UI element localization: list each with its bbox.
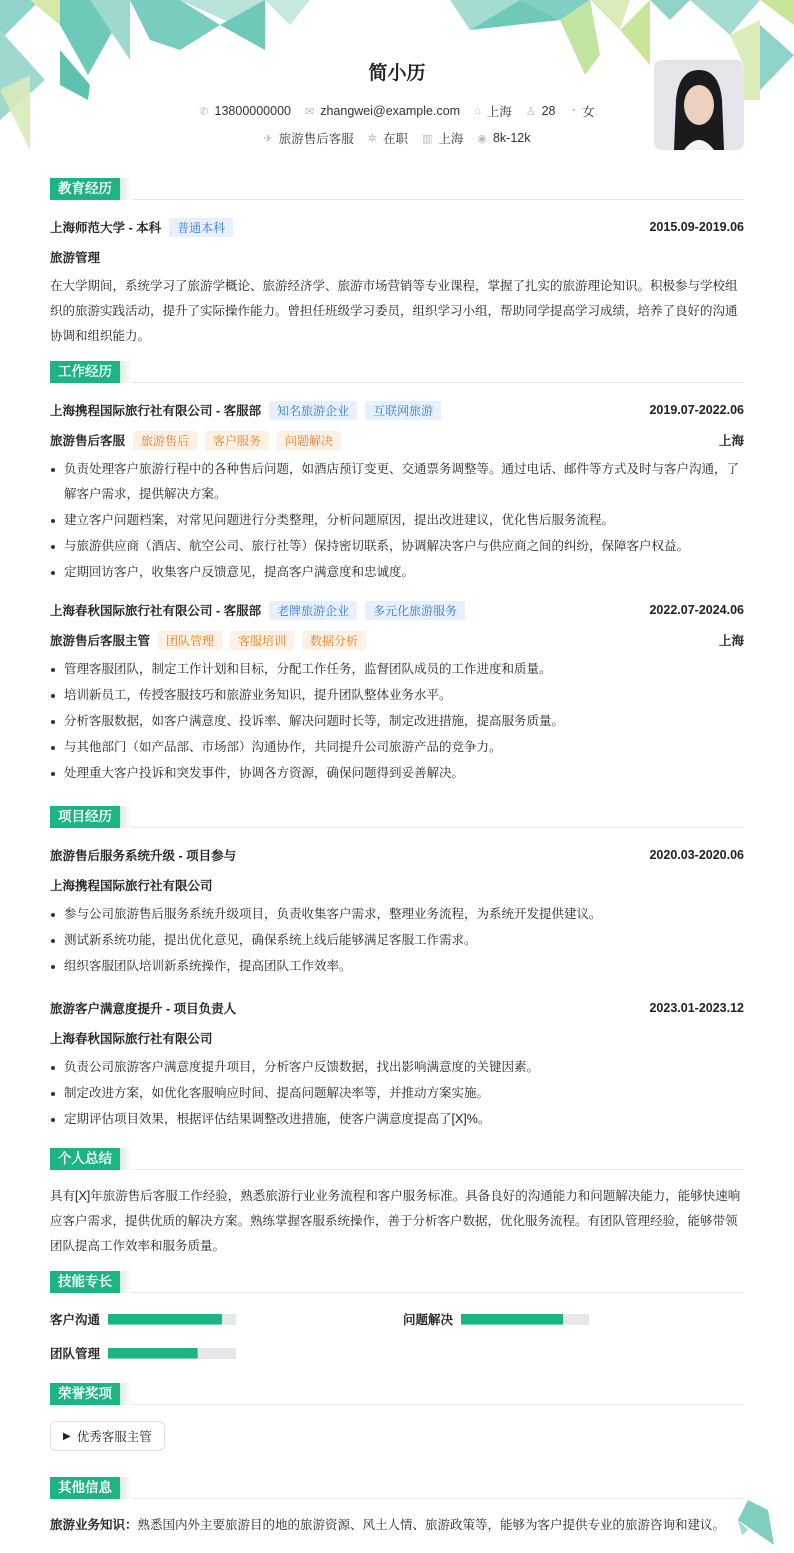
role-tag: 团队管理 [158,631,222,650]
date: 2015.09-2019.06 [649,220,744,234]
role-tag: 数据分析 [302,631,366,650]
bullet-list [50,1055,744,1132]
resume-header [0,0,794,160]
salary-icon: ◉ [477,132,487,145]
education-desc: 在大学期间，系统学习了旅游学概论、旅游经济学、旅游市场营销等专业课程，掌握了扎实的旅游理论知识。积极参与学校组织的旅游实践活动，提升了实际操作能力。曾担任班级学习委员，组织学习小组，帮助同学提高学习成绩，培养了良好的沟通协调和组织能力。 [50,279,738,343]
date: 2022.07-2024.06 [649,603,744,617]
list-item: 培训新员工，传授客服技巧和旅游业务知识，提升团队整体业务水平。 [50,683,744,708]
age: 28 [541,104,556,118]
summary-section [50,1148,744,1259]
role-tag: 客服培训 [230,631,294,650]
other-label: 旅游业务知识： [50,1518,138,1532]
skill-item [50,1307,403,1331]
list-item: 处理重大客户投诉和突发事件，协调各方资源，确保问题得到妥善解决。 [50,761,744,786]
project-entry [50,842,744,979]
skill-item [403,1307,743,1331]
city: 上海 [718,434,744,448]
job-intent: 旅游售后客服 [278,132,354,146]
list-item: 组织客服团队培训新系统操作，提高团队工作效率。 [50,954,744,979]
skill-bar-fill [108,1314,222,1325]
role: 旅游售后客服 [50,434,126,448]
date: 2020.03-2020.06 [649,848,744,862]
company-tag: 互联网旅游 [365,401,441,420]
job-status: 在职 [382,132,408,146]
home-icon: ⌂ [474,105,481,117]
honor-name: 优秀客服主管 [76,1430,152,1444]
other-text: 熟悉国内外主要旅游目的地的旅游资源、风土人情、旅游政策等，能够为客户提供专业的旅游咨询和建议。 [137,1518,726,1532]
bullet-list [50,457,744,585]
list-item: 与旅游供应商（酒店、航空公司、旅行社等）保持密切联系，协调解决客户与供应商之间的纠纷，保障客户权益。 [50,534,744,559]
skill-bar-fill [108,1348,198,1359]
list-item: 定期回访客户，收集客户反馈意见，提高客户满意度和忠诚度。 [50,560,744,585]
list-item: 参与公司旅游售后服务系统升级项目，负责收集客户需求，整理业务流程，为系统开发提供建议。 [50,902,744,927]
tag: 普通本科 [169,218,233,237]
company: 上海携程国际旅行社有限公司 - 客服部 [50,404,262,418]
phone: 13800000000 [214,104,291,118]
organization: 上海携程国际旅行社有限公司 [50,879,213,893]
list-item: 建立客户问题档案，对常见问题进行分类整理，分析问题原因，提出改进建议，优化售后服务流程。 [50,508,744,533]
role-tag: 问题解决 [277,431,341,450]
skill-bar [461,1314,589,1325]
date: 2023.01-2023.12 [649,1001,744,1015]
project-title: 旅游售后服务系统升级 - 项目参与 [50,849,237,863]
send-icon: ✈ [263,132,273,145]
project-line [50,842,744,868]
list-item: 分析客服数据，如客户满意度、投诉率、解决问题时长等，制定改进措施，提高服务质量。 [50,709,744,734]
list-item: 制定改进方案，如优化客服响应时间、提高问题解决率等，并推动方案实施。 [50,1081,744,1106]
list-item: 测试新系统功能，提出优化意见，确保系统上线后能够满足客服工作需求。 [50,928,744,953]
section-title: 个人总结 [50,1148,120,1170]
list-item: 管理客服团队，制定工作计划和目标，分配工作任务，监督团队成员的工作进度和质量。 [50,657,744,682]
section-title: 其他信息 [50,1477,120,1499]
role-line [50,627,744,653]
company-line [50,397,744,423]
company-tag: 老牌旅游企业 [269,601,357,620]
summary-text: 具有[X]年旅游售后客服工作经验，熟悉旅游行业业务流程和客户服务标准。具备良好的沟通能力和问题解决能力，能够快速响应客户需求，提供优质的解决方案。熟练掌握客服系统操作，善于分析客户数据，优化服务流程。有团队管理经验，能够带领团队提高工作效率和服务质量。 [50,1189,741,1253]
target-city: 上海 [438,132,464,146]
skill-item [50,1341,403,1365]
other-section [50,1477,744,1538]
company-tag: 多元化旅游服务 [365,601,465,620]
list-item: 定期评估项目效果，根据评估结果调整改进措施，使客户满意度提高了[X]%。 [50,1107,744,1132]
skill-bar [108,1348,236,1359]
role-tag: 客户服务 [205,431,269,450]
city: 上海 [718,634,744,648]
bullet-list [50,902,744,979]
company-tag: 知名旅游企业 [269,401,357,420]
honor-item[interactable] [50,1421,165,1451]
role-line [50,427,744,453]
building-icon: ▥ [421,132,433,145]
major: 旅游管理 [50,251,101,265]
section-title: 项目经历 [50,806,120,828]
location: 上海 [486,105,512,119]
phone-icon: ✆ [199,105,209,118]
company-line [50,597,744,623]
skill-name: 问题解决 [403,1313,454,1327]
age-icon: ♙ [525,105,536,118]
company: 上海春秋国际旅行社有限公司 - 客服部 [50,604,262,618]
work-section [50,361,744,786]
school: 上海师范大学 - 本科 [50,221,162,235]
role: 旅游售后客服主管 [50,634,151,648]
list-item: 负责处理客户旅游行程中的各种售后问题，如酒店预订变更、交通票务调整等。通过电话、邮件等方式及时与客户沟通，了解客户需求，提供解决方案。 [50,457,744,507]
work-entry [50,397,744,585]
avatar [654,60,744,150]
project-entry [50,995,744,1132]
skill-bar [108,1314,236,1325]
section-title: 工作经历 [50,361,120,383]
list-item: 负责公司旅游客户满意度提升项目，分析客户反馈数据，找出影响满意度的关键因素。 [50,1055,744,1080]
salary: 8k-12k [492,131,531,145]
skill-bar-fill [461,1314,563,1325]
candidate-name: 简小历 [368,63,426,84]
skill-name: 团队管理 [50,1347,101,1361]
work-entry [50,597,744,786]
honors-section [50,1383,744,1465]
project-section [50,806,744,1132]
role-tag: 旅游售后 [133,431,197,450]
org-line [50,1025,744,1051]
skill-name: 客户沟通 [50,1313,101,1327]
gender: 女 [582,105,595,119]
email: zhangwei@example.com [320,104,461,118]
corner-decoration [738,1500,778,1545]
organization: 上海春秋国际旅行社有限公司 [50,1032,213,1046]
skills-section [50,1271,744,1365]
date: 2019.07-2022.06 [649,403,744,417]
gender-icon: ◔ [569,105,577,117]
org-line [50,872,744,898]
section-title: 教育经历 [50,178,120,200]
bullet-list [50,657,744,786]
email-icon: ✉ [305,105,315,118]
triangle-right-icon: ▶ [63,1430,71,1442]
status-icon: ✲ [367,132,377,145]
project-line [50,995,744,1021]
section-title: 荣誉奖项 [50,1383,120,1405]
project-title: 旅游客户满意度提升 - 项目负责人 [50,1002,237,1016]
section-title: 技能专长 [50,1271,120,1293]
education-section [50,178,744,349]
list-item: 与其他部门（如产品部、市场部）沟通协作，共同提升公司旅游产品的竞争力。 [50,735,744,760]
